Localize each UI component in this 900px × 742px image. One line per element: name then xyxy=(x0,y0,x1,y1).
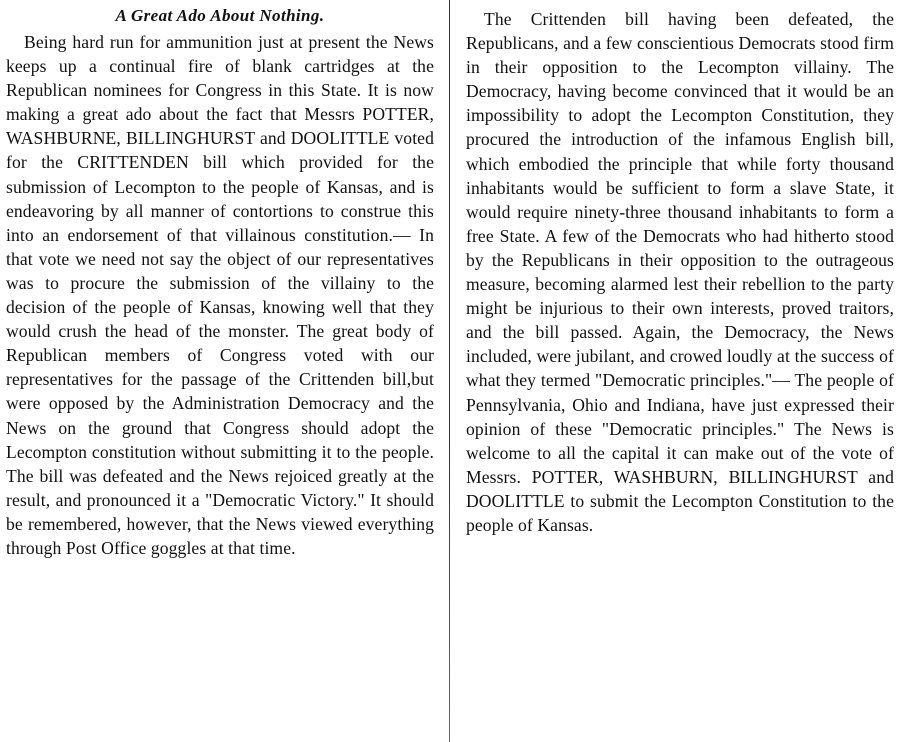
article-paragraph-right: The Crittenden bill having been defeated, the Republicans, and a few conscientious Democrats stood firm in their opposition to the Lecompton villainy. The Democracy, having become convinced that it would be an impossibility to adopt the Lecompton Constitution, they procured the introduction of the infamous English bill, which embodied the principle that while forty thousand inhabitants would be sufficient to form a slave State, it would require ninety-three thousand inhabitants to form a free State. A few of the Democrats who had hitherto stood by the Republicans in their opposition to the outrageous measure, becoming alarmed lest their rebellion to the party might be injurious to their own interests, proved traitors, and the bill passed. Again, the Democracy, the News included, were jubilant, and crowed loudly at the success of what they termed "Democratic principles."— The people of Pennsylvania, Ohio and Indiana, have just expressed their opinion of these "Democratic principles." The News is welcome to all the capital it can make out of the vote of Messrs. POTTER, WASHBURN, BILLINGHURST and DOOLITTLE to submit the Lecompton Constitution to the people of Kansas. xyxy=(466,9,894,535)
left-column xyxy=(6,0,434,560)
article-headline: A Great Ado About Nothing. xyxy=(115,6,325,25)
article-paragraph-left: Being hard run for ammunition just at present the News keeps up a continual fire of blank cartridges at the Republican nominees for Congress in this State. It is now making a great ado about the fact that Messrs POTTER, WASHBURNE, BILLINGHURST and DOOLITTLE voted for the CRITTENDEN bill which provided for the submission of Lecompton to the people of Kansas, and is endeavoring by all manner of contortions to construe this into an endorsement of that villainous constitution.— In that vote we need not say the object of our representatives was to procure the submission of the villainy to the decision of the people of Kansas, knowing well that they would crush the head of the monster. The great body of Republican members of Congress voted with our representatives for the passage of the Crittenden bill,but were opposed by the Administration Democracy and the News on the ground that Congress should adopt the Lecompton constitution without submitting it to the people. The bill was defeated and the News rejoiced greatly at the result, and pronounced it a "Democratic Victory." It should be remembered, however, that the News viewed everything through Post Office goggles at that time. xyxy=(6,32,434,558)
column-divider xyxy=(449,0,450,742)
right-column xyxy=(466,0,894,537)
